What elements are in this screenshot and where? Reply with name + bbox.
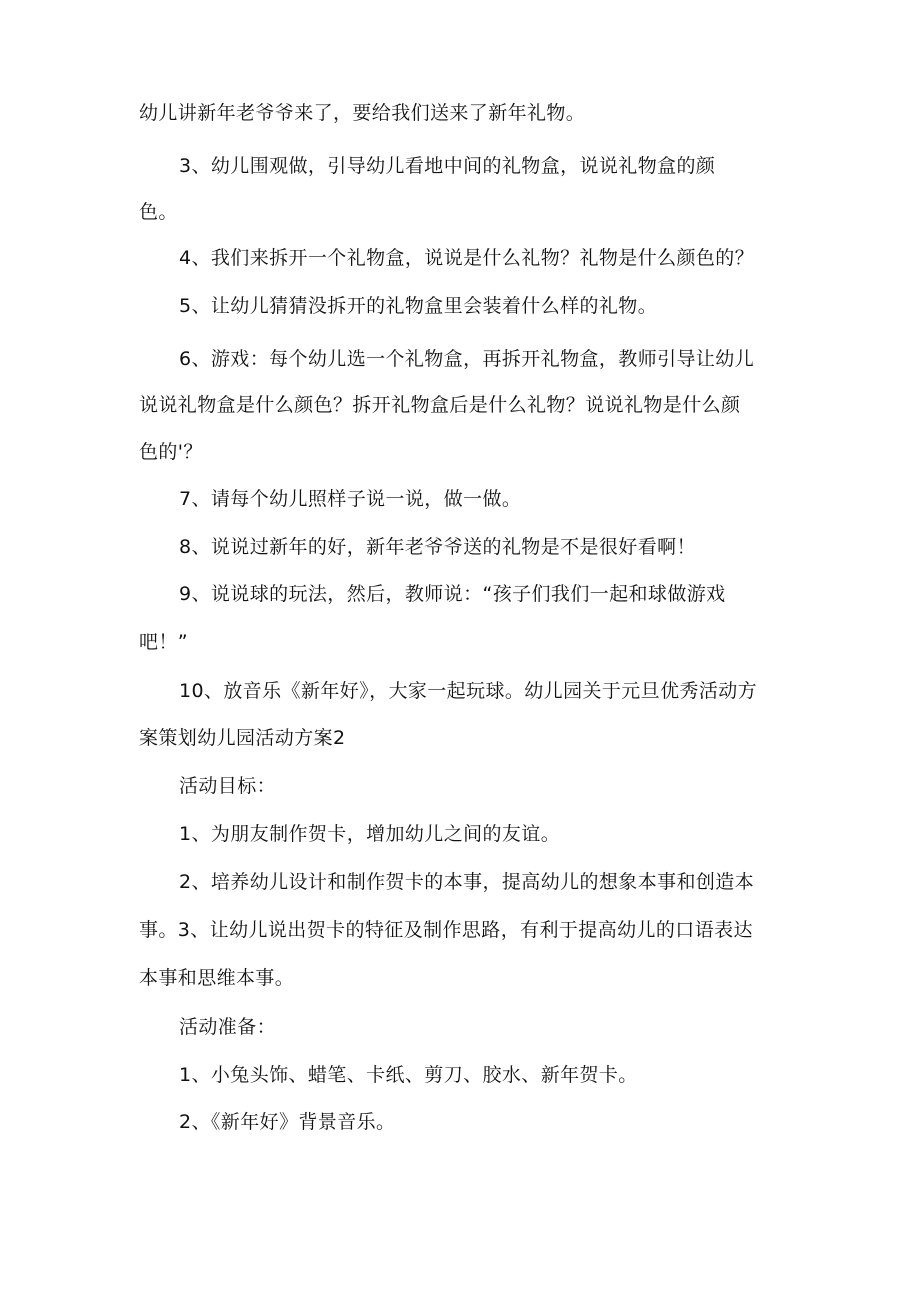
- text-line-19: 本事和思维本事。: [139, 967, 295, 989]
- text-line-10: 8、说说过新年的好，新年老爷爷送的礼物是不是很好看啊！: [179, 536, 696, 558]
- text-line-13: 10、放音乐《新年好》，大家一起玩球。幼儿园关于元旦优秀活动方: [179, 680, 758, 702]
- text-line-9: 7、请每个幼儿照样子说一说，做一做。: [179, 488, 522, 510]
- text-line-8: 色的'？: [139, 441, 203, 463]
- text-line-6: 6、游戏：每个幼儿选一个礼物盒，再拆开礼物盒，教师引导让幼儿: [179, 348, 755, 370]
- text-line-22: 2、《新年好》背景音乐。: [179, 1111, 396, 1133]
- text-line-4: 4、我们来拆开一个礼物盒，说说是什么礼物？礼物是什么颜色的？: [179, 247, 755, 269]
- text-line-21: 1、小兔头饰、蜡笔、卡纸、剪刀、胶水、新年贺卡。: [179, 1064, 638, 1086]
- text-line-11: 9、说说球的玩法，然后，教师说：“孩子们我们一起和球做游戏: [179, 583, 726, 605]
- text-line-5: 5、让幼儿猜猜没拆开的礼物盒里会装着什么样的礼物。: [179, 295, 658, 317]
- text-line-20: 活动准备：: [179, 1016, 277, 1038]
- text-line-17: 2、培养幼儿设计和制作贺卡的本事，提高幼儿的想象本事和创造本: [179, 871, 755, 893]
- text-line-14: 案策划幼儿园活动方案2: [139, 727, 346, 749]
- text-line-7: 说说礼物盒是什么颜色？拆开礼物盒后是什么礼物？说说礼物是什么颜: [139, 394, 741, 416]
- text-line-16: 1、为朋友制作贺卡，增加幼儿之间的友谊。: [179, 823, 561, 845]
- text-line-2: 3、幼儿围观做，引导幼儿看地中间的礼物盒，说说礼物盒的颜: [179, 155, 716, 177]
- text-line-12: 吧！”: [139, 631, 189, 653]
- text-line-15: 活动目标：: [179, 775, 277, 797]
- text-line-1: 幼儿讲新年老爷爷来了，要给我们送来了新年礼物。: [139, 102, 586, 124]
- text-line-3: 色。: [139, 201, 178, 223]
- text-line-18: 事。3、让幼儿说出贺卡的特征及制作思路，有利于提高幼儿的口语表达: [139, 919, 753, 941]
